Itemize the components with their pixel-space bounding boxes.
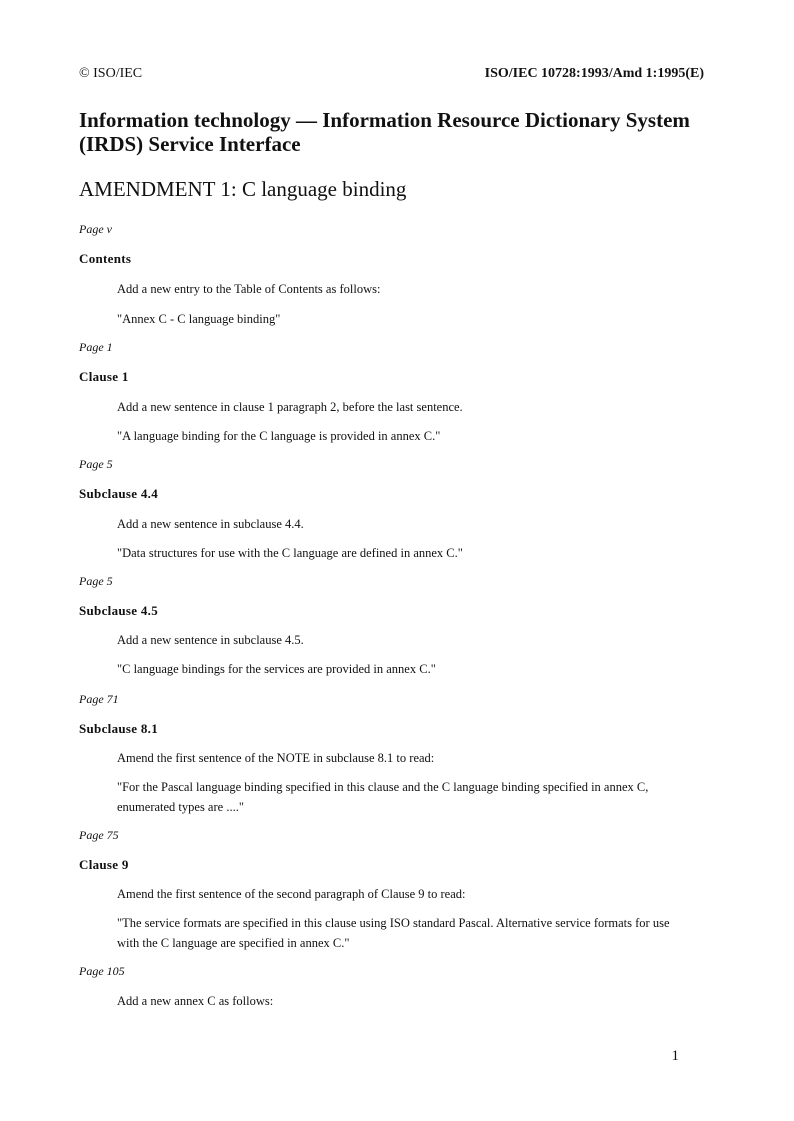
amendment-text: "A language binding for the C language is provided in annex C." xyxy=(117,429,441,443)
instruction-text: Add a new sentence in subclause 4.4. xyxy=(117,517,304,531)
instruction-text: Add a new annex C as follows: xyxy=(117,994,274,1008)
instruction-text: Add a new sentence in subclause 4.5. xyxy=(117,633,304,647)
amendment-text: "For the Pascal language binding specified in this clause and the C language binding specified in annex C, enumerated types are ...." xyxy=(117,780,649,814)
header-copyright: © ISO/IEC xyxy=(79,66,143,81)
section-heading: Subclause 4.4 xyxy=(79,486,159,501)
instruction-text: Amend the first sentence of the NOTE in subclause 8.1 to read: xyxy=(117,751,435,765)
section-heading: Clause 1 xyxy=(79,369,129,384)
amendment-text: "Data structures for use with the C language are defined in annex C." xyxy=(117,546,463,560)
page-reference: Page 5 xyxy=(79,457,113,471)
section-heading: Clause 9 xyxy=(79,857,129,872)
page-reference: Page 71 xyxy=(79,692,119,706)
document-title: Information technology — Information Resource Dictionary System (IRDS) Service Interface xyxy=(79,108,690,156)
page-reference: Page v xyxy=(79,222,112,236)
instruction-text: Amend the first sentence of the second paragraph of Clause 9 to read: xyxy=(117,887,466,901)
instruction-text: Add a new sentence in clause 1 paragraph 2, before the last sentence. xyxy=(117,400,463,414)
page-reference: Page 75 xyxy=(79,828,119,842)
header-standard-id: ISO/IEC 10728:1993/Amd 1:1995(E) xyxy=(484,66,704,81)
page-reference: Page 5 xyxy=(79,574,113,588)
amendment-text: "Annex C - C language binding" xyxy=(117,312,281,326)
page-reference: Page 1 xyxy=(79,340,113,354)
section-heading: Subclause 4.5 xyxy=(79,603,159,618)
instruction-text: Add a new entry to the Table of Contents as follows: xyxy=(117,282,381,296)
page-reference: Page 105 xyxy=(79,964,125,978)
page-number: 1 xyxy=(671,1048,679,1064)
amendment-text: "The service formats are specified in this clause using ISO standard Pascal. Alternative service formats for use with the C language are specified in annex C." xyxy=(117,916,670,950)
section-heading: Contents xyxy=(79,251,132,266)
amendment-text: "C language bindings for the services are provided in annex C." xyxy=(117,662,436,676)
section-heading: Subclause 8.1 xyxy=(79,721,159,736)
amendment-title: AMENDMENT 1: C language binding xyxy=(79,177,407,201)
